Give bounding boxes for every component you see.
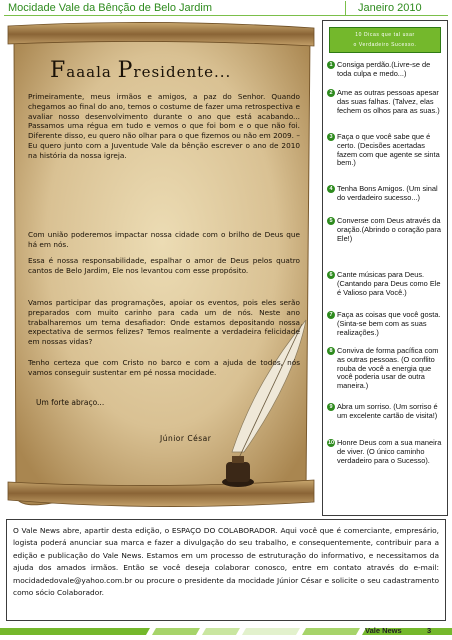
tip-item [327, 439, 445, 465]
letter-paragraph: Vamos participar das programações, apoiar os eventos, pois eles serão preparados com muito carinho para cada um de nós. Neste ano trabalharemos um tema desafiador: Onde estamos depositando nossa expectativa de sermos felizes? Temos realmente a verdadeira felicidade em nossas vidas? [28, 298, 300, 347]
greeting-initial-f: F [50, 58, 67, 83]
tip-number-badge: 9 [327, 403, 335, 411]
tip-number-badge: 5 [327, 217, 335, 225]
letter [6, 20, 318, 520]
letter-paragraph: Primeiramente, meus irmãos e amigos, a paz do Senhor. Quando chegamos ao final do ano, temos o costume de fazer uma retrospectiva e avaliar nosso desenvolvimento durante o ano que está acabando... Passamos uma régua em tudo e vemos o que foi bom e o que não foi. Diferente disso, eu quero não olhar para o que fizemos ou não em 2009. – Eu quero junto com a Juventude Vale da bênção escrever o ano de 2010 na história da nossa igreja. [28, 92, 300, 160]
tip-text: Converse com Deus através da oração.(Abrindo o coração para Ele!) [337, 216, 441, 243]
page-number: 3 [427, 626, 432, 635]
tip-text: Tenha Bons Amigos. (Um sinal do verdadeiro sucesso...) [337, 184, 438, 202]
letter-paragraph: Com união poderemos impactar nossa cidade com o brilho de Deus que há em nós. [28, 230, 300, 249]
tips-heading-line1: 10 Dicas que tal usar [355, 32, 415, 38]
tip-number-badge: 10 [327, 440, 335, 446]
tip-item [327, 133, 445, 168]
greeting-part: aaala [66, 63, 118, 81]
collaborator-announcement [6, 519, 446, 621]
newsletter-title: Mocidade Vale da Bênção de Belo Jardim [8, 2, 213, 14]
greeting-rest: residente... [133, 63, 232, 81]
tip-number-badge: 6 [327, 271, 335, 279]
issue-date: Janeiro 2010 [358, 2, 422, 14]
footer-publication: Vale News [365, 626, 402, 635]
tips-heading-line2: o Verdadeiro Sucesso. [353, 42, 417, 48]
tip-item [327, 311, 445, 337]
tip-item [327, 271, 445, 297]
tip-item [327, 347, 445, 391]
tip-number-badge: 7 [327, 311, 335, 319]
tip-text: Cante músicas para Deus. (Cantando para Deus como Ele é Valioso para Você.) [337, 270, 441, 297]
letter-signature: Júnior César [160, 434, 212, 443]
tips-heading [329, 27, 441, 53]
header-divider [345, 1, 346, 15]
tip-text: Ame as outras pessoas apesar das suas falhas. (Talvez, elas fechem os olhos para as suas.) [337, 88, 440, 115]
tip-item [327, 61, 445, 79]
tips-sidebar [322, 20, 448, 516]
tip-number-badge: 4 [327, 185, 335, 193]
tip-number-badge: 2 [327, 89, 335, 97]
tip-text: Conviva de forma pacífica com as outras pessoas. (O conflito rouba de você a energia que você poderia usar de outra maneira.) [337, 346, 439, 391]
header-rule [4, 15, 448, 16]
tip-item [327, 185, 445, 203]
tip-item [327, 217, 445, 243]
tip-item [327, 89, 445, 115]
tip-item [327, 403, 445, 421]
letter-closing: Um forte abraço... [36, 398, 105, 407]
greeting-initial-p: P [117, 58, 134, 83]
announcement-text: O Vale News abre, apartir desta edição, o ESPAÇO DO COLABORADOR. Aqui você que é comerciante, empresário, logista poderá anunciar sua marca e fazer a divulgação do seu trabalho, e consequentemente, contribuir para a edição e publicação do Vale News. Estamos em um processo de estruturação do informativo, e necessitamos da ajuda dos amados irmãos. Então se você deseja colaborar conosco, entre em contato através do e-mail: mocidadedovale@yahoo.com.br ou procure o presidente da mocidade Júnior César e solicite o seu cadastramento como sócio Colaborador. [13, 526, 439, 598]
tip-number-badge: 1 [327, 61, 335, 69]
tip-number-badge: 8 [327, 347, 335, 355]
tip-text: Abra um sorriso. (Um sorriso é um excelente cartão de visita!) [337, 402, 438, 420]
letter-paragraph: Tenho certeza que com Cristo no barco e com a ajuda de todos, nós vamos conseguir sustentar em pé nossa mocidade. [28, 358, 300, 377]
tip-text: Consiga perdão.(Livre-se de toda culpa e medo...) [337, 60, 431, 78]
tip-text: Faça as coisas que você gosta.(Sinta-se bem com as suas realizações.) [337, 310, 441, 337]
tip-text: Faça o que você sabe que é certo. (Decisões acertadas fazem com que agente se sinta bem.) [337, 132, 440, 168]
letter-greeting [50, 58, 231, 83]
tip-number-badge: 3 [327, 133, 335, 141]
letter-paragraph: Essa é nossa responsabilidade, espalhar o amor de Deus pelos quatro cantos de Belo Jardim, Ele nos levantou com esse propósito. [28, 256, 300, 275]
tip-text: Honre Deus com a sua maneira de viver. (O único caminho verdadeiro para o Sucesso). [337, 438, 442, 465]
